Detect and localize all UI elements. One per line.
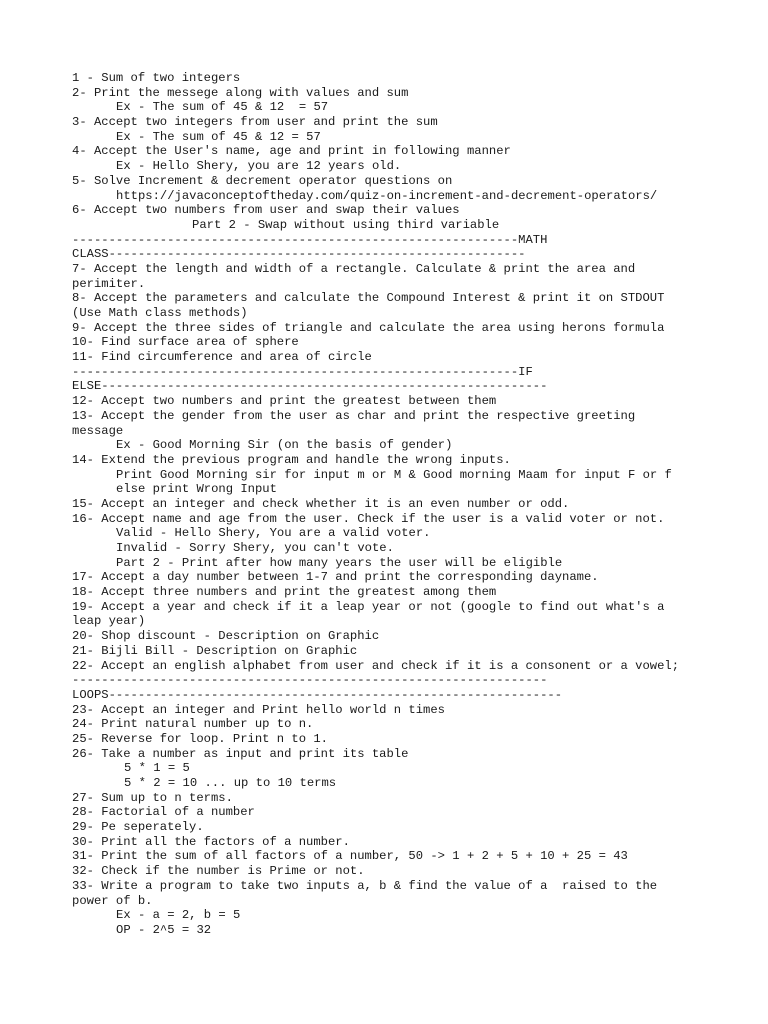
text-line: 15- Accept an integer and check whether it is an even number or odd. (72, 496, 570, 511)
text-line: Ex - Hello Shery, you are 12 years old. (116, 159, 402, 174)
text-line: (Use Math class methods) (72, 306, 248, 320)
section-divider: -------------------------------------------------------------MATH (72, 232, 548, 247)
text-line: 10- Find surface area of sphere (72, 335, 299, 350)
text-line: 24- Print natural number up to n. (72, 717, 314, 732)
text-line: 29- Pe seperately. (72, 820, 204, 835)
text-line: Ex - The sum of 45 & 12 = 57 (116, 129, 321, 144)
text-line: 6- Accept two numbers from user and swap their values (72, 203, 460, 218)
text-line: Ex - Good Morning Sir (on the basis of gender) (116, 438, 453, 453)
text-line: 12- Accept two numbers and print the greatest between them (72, 394, 497, 409)
text-line: 32- Check if the number is Prime or not. (72, 864, 365, 879)
text-line: leap year) (72, 614, 146, 629)
text-line: Ex - The sum of 45 & 12 = 57 (116, 100, 329, 115)
text-line: 5 * 2 = 10 ... up to 10 terms (124, 776, 337, 790)
text-line: else print Wrong Input (116, 482, 277, 497)
text-line: 28- Factorial of a number (72, 805, 255, 820)
text-line: 14- Extend the previous program and handle the wrong inputs. (72, 452, 511, 467)
section-divider: ----------------------------------------------------------------- (72, 673, 548, 688)
text-line: 17- Accept a day number between 1-7 and print the corresponding dayname. (72, 570, 599, 585)
section-divider: ELSE------------------------------------------------------------- (72, 379, 548, 394)
text-line: 22- Accept an english alphabet from user and check if it is a consonent or a vowel; (72, 658, 680, 673)
text-line: 5- Solve Increment & decrement operator questions on (72, 173, 453, 188)
text-line: 31- Print the sum of all factors of a number, 50 -> 1 + 2 + 5 + 10 + 25 = 43 (72, 849, 628, 864)
section-divider: LOOPS-------------------------------------------------------------- (72, 687, 563, 702)
text-line: Valid - Hello Shery, You are a valid voter. (116, 526, 431, 541)
text-line: 1 - Sum of two integers (72, 71, 241, 85)
text-line: 2- Print the messege along with values and sum (72, 85, 409, 100)
text-line: 4- Accept the User's name, age and print in following manner (72, 144, 511, 159)
text-line: 16- Accept name and age from the user. Check if the user is a valid voter or not. (72, 511, 665, 526)
text-line: 19- Accept a year and check if it a leap year or not (google to find out what's a (72, 599, 665, 614)
text-line: Part 2 - Swap without using third variable (192, 217, 500, 232)
text-line: 5 * 1 = 5 (124, 761, 190, 776)
text-line: 11- Find circumference and area of circle (72, 350, 372, 365)
text-line: 27- Sum up to n terms. (72, 790, 233, 805)
text-line: 20- Shop discount - Description on Graphic (72, 629, 380, 644)
text-line: Print Good Morning sir for input m or M & Good morning Maam for input F or f (116, 467, 672, 482)
text-line: Part 2 - Print after how many years the user will be eligible (116, 555, 563, 570)
text-line: 9- Accept the three sides of triangle and calculate the area using herons formula (72, 320, 665, 335)
text-line: Invalid - Sorry Shery, you can't vote. (116, 541, 394, 555)
text-line: 3- Accept two integers from user and print the sum (72, 115, 438, 130)
text-line: perimiter. (72, 276, 146, 291)
text-line: power of b. (72, 893, 153, 908)
section-divider: CLASS--------------------------------------------------------- (72, 247, 526, 262)
text-line: 23- Accept an integer and Print hello world n times (72, 702, 445, 717)
text-line: 26- Take a number as input and print its table (72, 746, 409, 761)
document-page (72, 71, 712, 938)
url-text: https://javaconceptoftheday.com/quiz-on-increment-and-decrement-operators/ (116, 188, 658, 203)
text-line: 8- Accept the parameters and calculate the Compound Interest & print it on STDOUT (72, 291, 665, 306)
text-line: 18- Accept three numbers and print the greatest among them (72, 585, 497, 600)
text-line: OP - 2^5 = 32 (116, 922, 212, 937)
text-line: Ex - a = 2, b = 5 (116, 908, 241, 923)
text-line: 13- Accept the gender from the user as char and print the respective greeting (72, 408, 636, 423)
text-line: 7- Accept the length and width of a rectangle. Calculate & print the area and (72, 261, 636, 276)
text-line: 30- Print all the factors of a number. (72, 834, 350, 849)
text-line: 25- Reverse for loop. Print n to 1. (72, 731, 328, 746)
text-line: 33- Write a program to take two inputs a, b & find the value of a raised to the (72, 878, 658, 893)
section-divider: -------------------------------------------------------------IF (72, 364, 533, 379)
text-line: message (72, 423, 124, 438)
text-line: 21- Bijli Bill - Description on Graphic (72, 643, 358, 658)
